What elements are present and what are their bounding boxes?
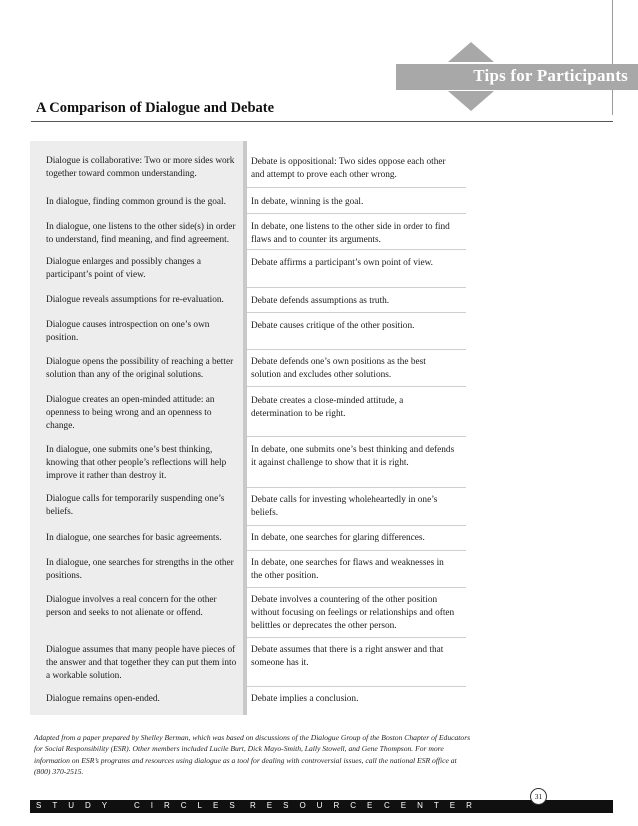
dialogue-item: In dialogue, one searches for strengths in the other positions. bbox=[46, 558, 234, 581]
row-divider bbox=[247, 312, 466, 313]
diamond-bottom-icon bbox=[448, 91, 494, 111]
row-divider bbox=[247, 550, 466, 551]
dialogue-item: Dialogue assumes that many people have pieces of the answer and that together they can put them into a workable solution. bbox=[46, 645, 237, 681]
comparison-table bbox=[30, 141, 466, 715]
dialogue-item: Dialogue is collaborative: Two or more sides work together toward common understanding. bbox=[46, 156, 235, 179]
row-divider bbox=[247, 249, 466, 250]
diamond-top-icon bbox=[448, 42, 494, 62]
row-divider bbox=[247, 525, 466, 526]
debate-item: Debate is oppositional: Two sides oppose each other and attempt to prove each other wrong. bbox=[251, 157, 446, 180]
debate-item: In debate, one submits one’s best thinking and defends it against challenge to show that it is right. bbox=[251, 445, 455, 468]
debate-item: In debate, one searches for flaws and weaknesses in the other position. bbox=[251, 558, 444, 581]
debate-item: In debate, one searches for glaring differences. bbox=[251, 533, 425, 543]
row-divider bbox=[247, 637, 466, 638]
top-vertical-rule bbox=[612, 0, 613, 115]
debate-item: Debate implies a conclusion. bbox=[251, 694, 359, 704]
dialogue-item: Dialogue involves a real concern for the other person and seeks to not alienate or offend. bbox=[46, 595, 217, 618]
footer-word: STUDY bbox=[36, 801, 119, 810]
debate-item: Debate involves a countering of the other position without focusing on feelings or relationships and often belittles or deprecates the other person. bbox=[251, 595, 455, 631]
debate-item: Debate defends one’s own positions as the best solution and excludes other solutions. bbox=[251, 357, 426, 380]
dialogue-item: Dialogue calls for temporarily suspending one’s beliefs. bbox=[46, 494, 225, 517]
dialogue-column bbox=[30, 141, 243, 715]
row-divider bbox=[247, 187, 466, 188]
debate-item: Debate affirms a participant’s own point of view. bbox=[251, 258, 434, 268]
debate-item: Debate defends assumptions as truth. bbox=[251, 296, 390, 306]
debate-item: Debate creates a close-minded attitude, a determination to be right. bbox=[251, 396, 404, 419]
row-divider bbox=[247, 436, 466, 437]
debate-column bbox=[247, 141, 466, 715]
footer-word: CIRCLES bbox=[134, 801, 246, 810]
debate-item: Debate assumes that there is a right answer and that someone has it. bbox=[251, 645, 444, 668]
dialogue-item: Dialogue reveals assumptions for re-evaluation. bbox=[46, 295, 224, 305]
debate-item: Debate causes critique of the other position. bbox=[251, 321, 415, 331]
banner-text: Tips for Participants bbox=[473, 66, 628, 85]
dialogue-item: In dialogue, one listens to the other side(s) in order to understand, find meaning, and find agreement. bbox=[46, 222, 236, 245]
row-divider bbox=[247, 349, 466, 350]
footer-word: RESOURCE bbox=[250, 801, 384, 810]
footer-word: CENTER bbox=[384, 801, 483, 810]
dialogue-item: In dialogue, one searches for basic agreements. bbox=[46, 533, 222, 543]
debate-item: In debate, winning is the goal. bbox=[251, 197, 364, 207]
row-divider bbox=[247, 686, 466, 687]
row-divider bbox=[247, 287, 466, 288]
dialogue-item: Dialogue opens the possibility of reaching a better solution than any of the original solutions. bbox=[46, 357, 234, 380]
dialogue-item: Dialogue enlarges and possibly changes a participant’s point of view. bbox=[46, 257, 201, 280]
row-divider bbox=[247, 213, 466, 214]
dialogue-item: Dialogue creates an open-minded attitude: an openness to being wrong and an openness to change. bbox=[46, 395, 215, 431]
dialogue-item: In dialogue, finding common ground is the goal. bbox=[46, 197, 226, 207]
row-divider bbox=[247, 587, 466, 588]
footer-bar bbox=[30, 800, 613, 813]
title-divider bbox=[31, 121, 613, 122]
page-title: A Comparison of Dialogue and Debate bbox=[36, 100, 275, 116]
source-footnote: Adapted from a paper prepared by Shelley Berman, which was based on discussions of the Dialogue Group of the Boston Chapter of Educators for Social Responsibility (ESR). Other members included Lucile Burt, Dick Mayo-Smith, Lally Stowell, and Gene Thompson. For more information on ESR’s programs and resources using dialogue as a tool for dealing with controversial issues, call the national ESR office at (800) 370-2515. bbox=[34, 733, 471, 776]
tips-banner bbox=[396, 64, 638, 90]
dialogue-item: Dialogue remains open-ended. bbox=[46, 694, 160, 704]
page-number: 31 bbox=[530, 788, 547, 805]
dialogue-item: In dialogue, one submits one’s best thinking, knowing that other people’s reflections will help improve it rather than destroy it. bbox=[46, 445, 227, 481]
row-divider bbox=[247, 386, 466, 387]
dialogue-item: Dialogue causes introspection on one’s own position. bbox=[46, 320, 210, 343]
debate-item: Debate calls for investing wholeheartedly in one’s beliefs. bbox=[251, 495, 438, 518]
debate-item: In debate, one listens to the other side in order to find flaws and to counter its arguments. bbox=[251, 222, 450, 245]
row-divider bbox=[247, 487, 466, 488]
